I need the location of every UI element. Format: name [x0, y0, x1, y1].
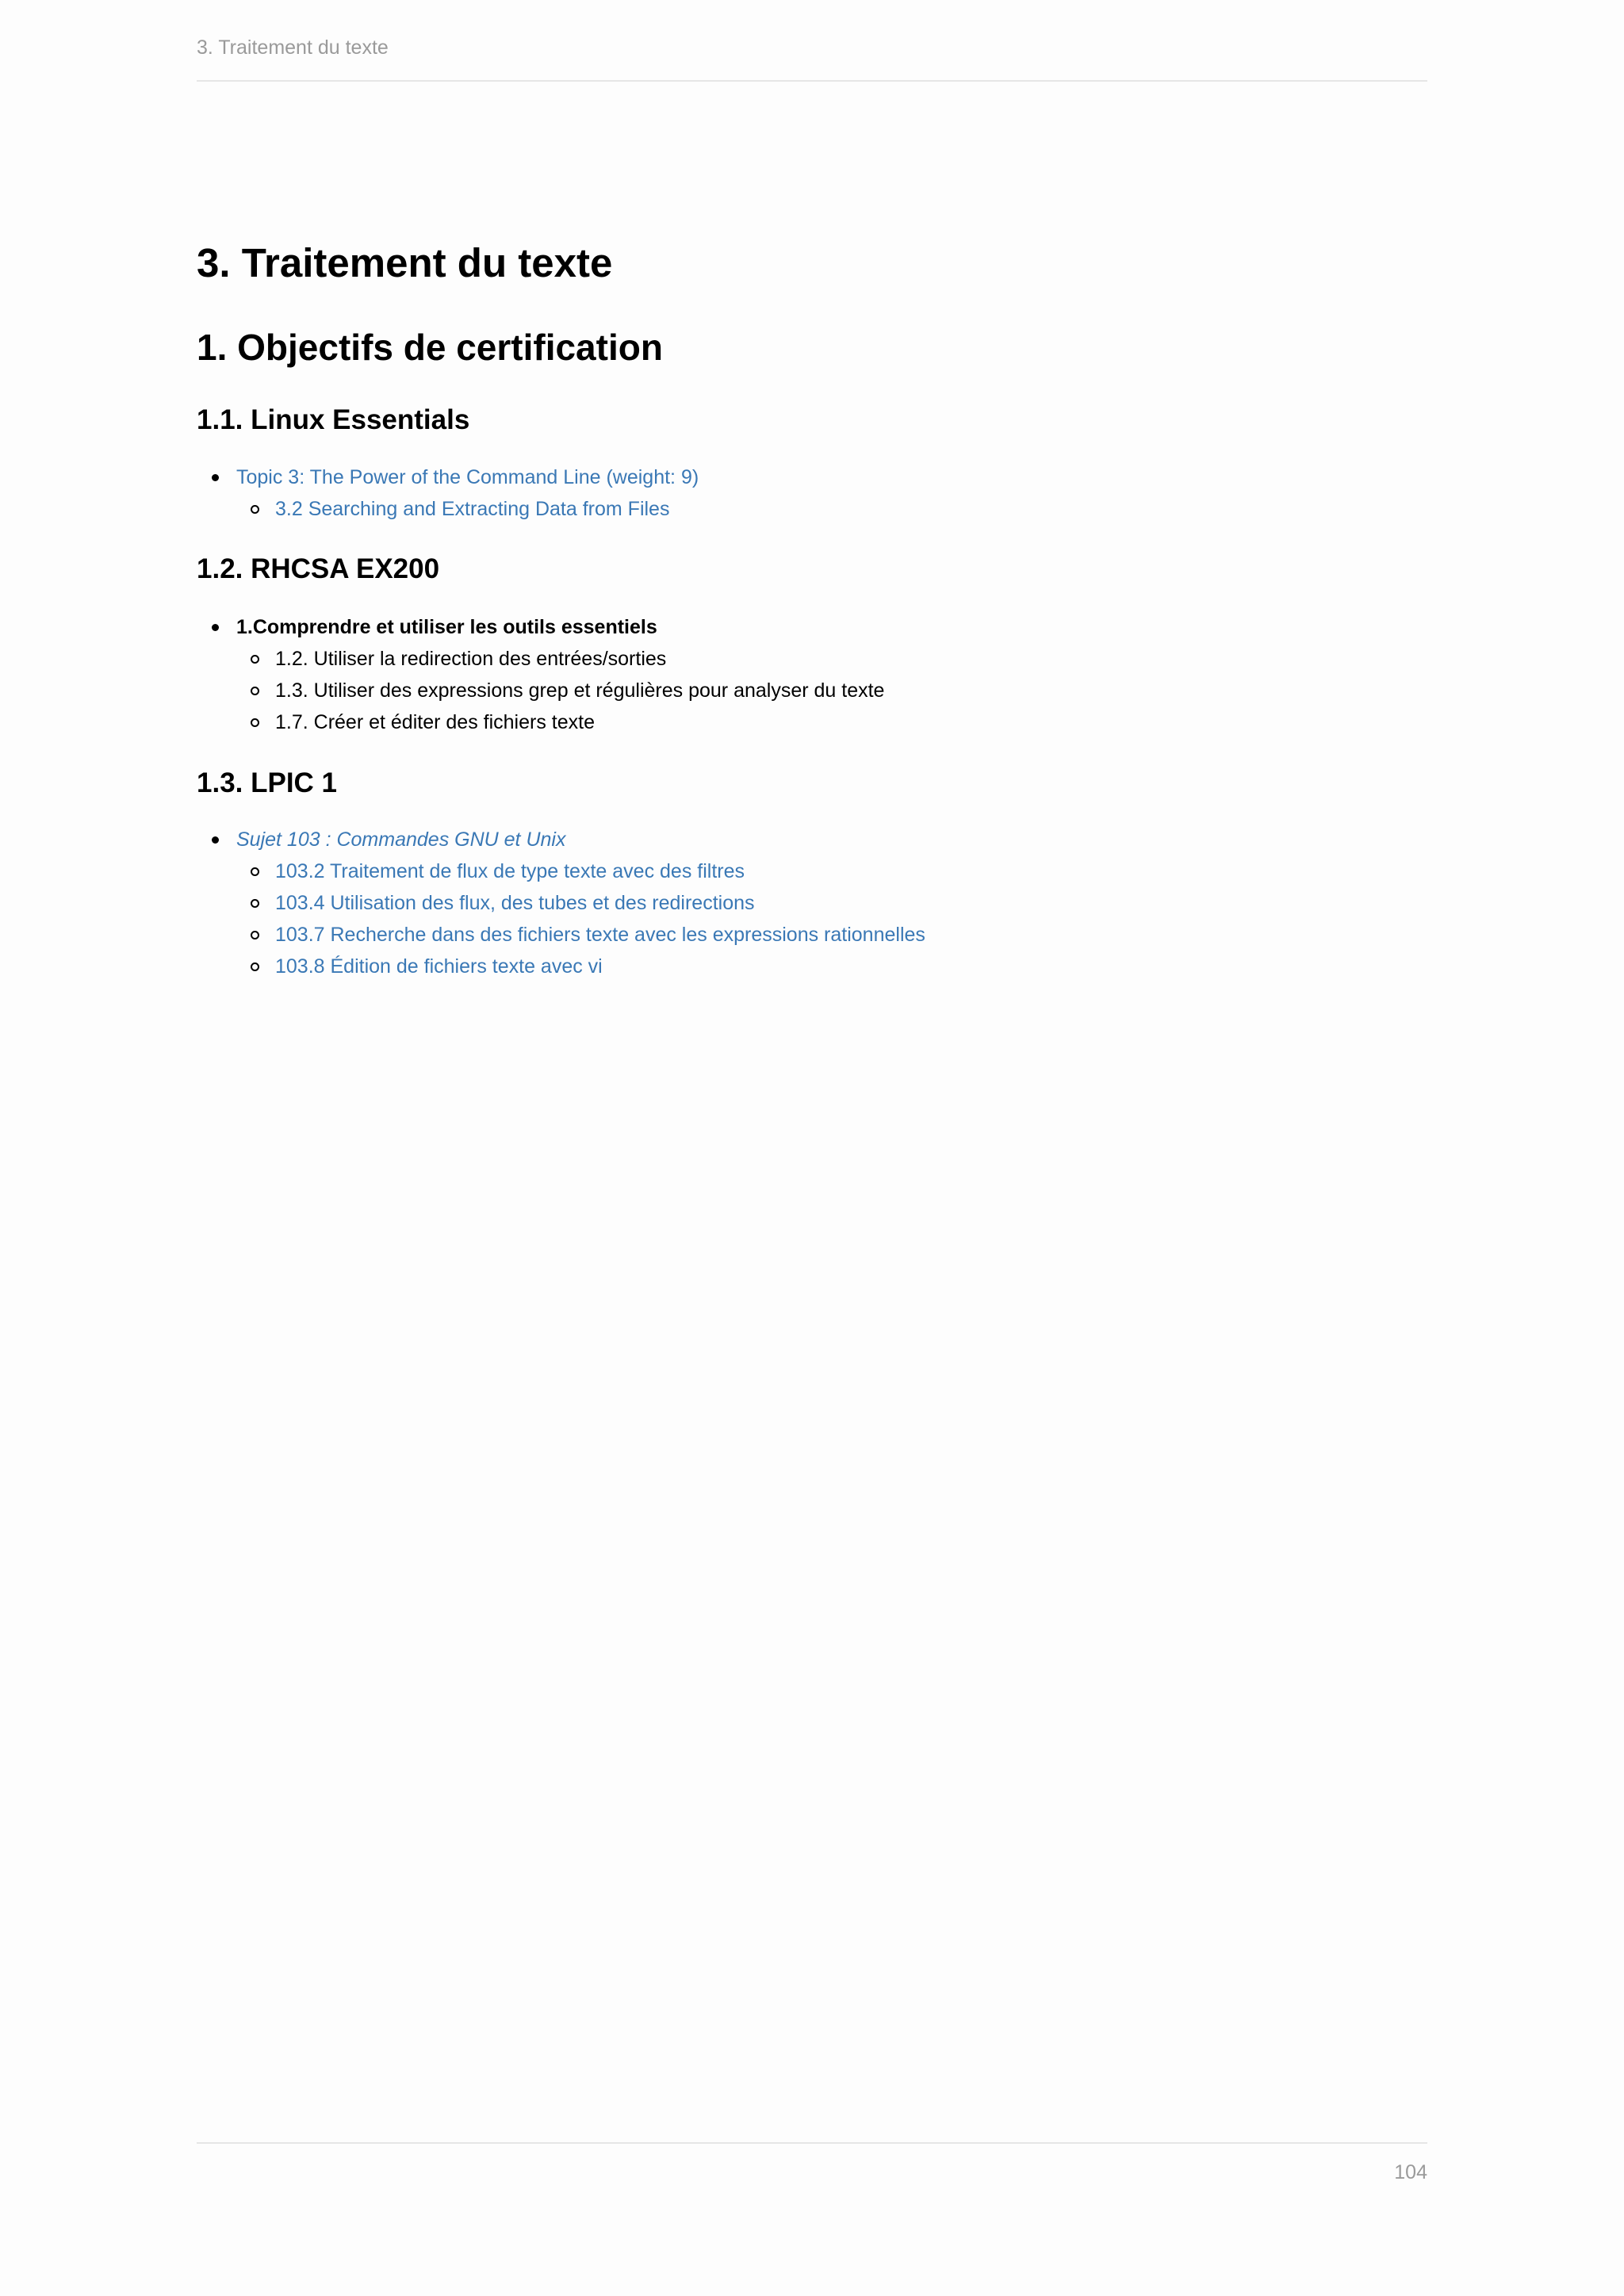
bullet-circle-icon — [251, 718, 259, 727]
objective-text: 1.2. Utiliser la redirection des entrées/sorties — [275, 648, 667, 670]
objectives-list-linux-essentials — [197, 461, 699, 525]
list-item — [197, 824, 925, 855]
objective-103-8-link[interactable]: 103.8 Édition de fichiers texte avec vi — [275, 955, 603, 978]
objective-group-label: 1.Comprendre et utiliser les outils essentiels — [236, 616, 657, 638]
topic-3-link[interactable]: Topic 3: The Power of the Command Line (weight: 9) — [236, 466, 699, 488]
objective-text: 1.7. Créer et éditer des fichiers texte — [275, 711, 595, 733]
list-item — [197, 887, 925, 919]
bullet-circle-icon — [251, 687, 259, 695]
bullet-circle-icon — [251, 931, 259, 939]
page-number: 104 — [1394, 2161, 1427, 2183]
objectives-list-rhcsa — [197, 611, 884, 738]
list-item — [197, 493, 699, 525]
footer-divider — [197, 2142, 1427, 2144]
objective-103-7-link[interactable]: 103.7 Recherche dans des fichiers texte avec les expressions rationnelles — [275, 924, 925, 946]
subsection-title-rhcsa: 1.2. RHCSA EX200 — [197, 553, 440, 584]
objective-3-2-link[interactable]: 3.2 Searching and Extracting Data from Files — [275, 498, 670, 520]
section-title: 1. Objectifs de certification — [197, 327, 663, 368]
list-item — [197, 951, 925, 982]
bullet-circle-icon — [251, 899, 259, 908]
bullet-circle-icon — [251, 962, 259, 971]
list-item — [197, 461, 699, 493]
subsection-title-lpic1: 1.3. LPIC 1 — [197, 767, 338, 798]
objective-103-4-link[interactable]: 103.4 Utilisation des flux, des tubes et des redirections — [275, 892, 755, 914]
bullet-disc-icon — [212, 474, 219, 481]
bullet-disc-icon — [212, 624, 219, 631]
sujet-103-link[interactable]: Sujet 103 : Commandes GNU et Unix — [236, 828, 566, 851]
bullet-circle-icon — [251, 867, 259, 876]
list-item — [197, 643, 884, 675]
list-item — [197, 855, 925, 887]
objectives-list-lpic1 — [197, 824, 925, 982]
bullet-circle-icon — [251, 505, 259, 514]
bullet-disc-icon — [212, 836, 219, 844]
list-item — [197, 706, 884, 738]
bullet-circle-icon — [251, 655, 259, 664]
objective-103-2-link[interactable]: 103.2 Traitement de flux de type texte avec des filtres — [275, 860, 745, 882]
objective-text: 1.3. Utiliser des expressions grep et régulières pour analyser du texte — [275, 679, 885, 702]
list-item — [197, 611, 884, 643]
list-item — [197, 919, 925, 951]
list-item — [197, 675, 884, 706]
chapter-title: 3. Traitement du texte — [197, 240, 613, 285]
header-divider — [197, 80, 1427, 82]
subsection-title-linux-essentials: 1.1. Linux Essentials — [197, 404, 470, 435]
running-header: 3. Traitement du texte — [197, 36, 389, 59]
